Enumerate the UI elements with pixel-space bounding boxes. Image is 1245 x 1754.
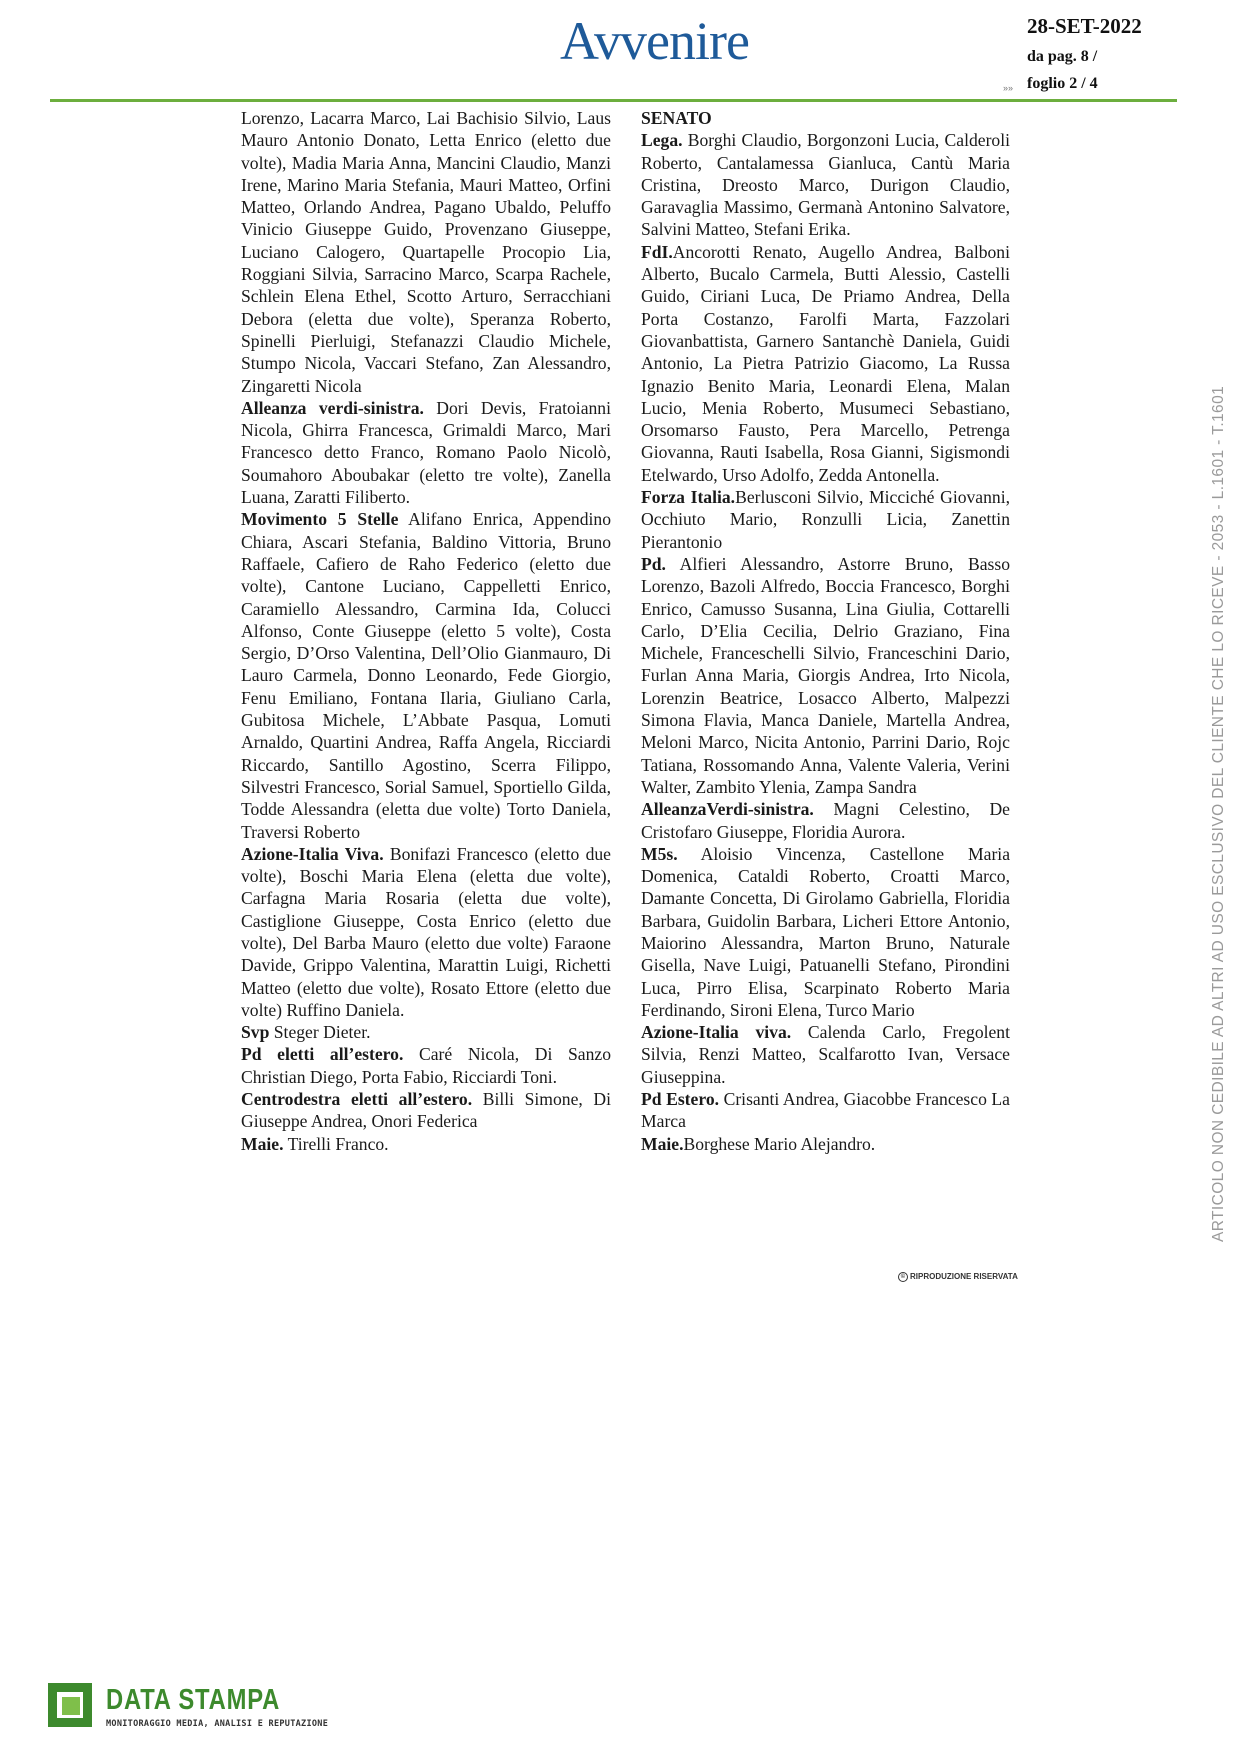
page-reference: da pag. 8 / [1027, 48, 1098, 65]
names-list: Tirelli Franco. [283, 1133, 389, 1154]
names-list: Bonifazi Francesco (eletto due volte), Boschi Maria Elena (eletta due volte), Carfagna Maria Rosaria (eletta due volte), Castiglione Giuseppe, Costa Enrico (eletto due volte), Del Barba Mauro (eletto due volte) Faraone Davide, Grippo Valentina, Marattin Luigi, Richetti Matteo (eletto due volte), Rosato Ettore (eletto due volte) Ruffino Daniela. [241, 843, 611, 1020]
paragraph [241, 508, 611, 842]
paragraph [641, 553, 1010, 798]
names-list: Ancorotti Renato, Augello Andrea, Balboni Alberto, Bucalo Carmela, Butti Alessio, Castelli Guido, Ciriani Luca, De Priamo Andrea, Della Porta Costanzo, Farolfi Marta, Fazzolari Giovanbattista, Garnero Santanchè Daniela, Guidi Antonio, La Pietra Patrizio Giacomo, La Russa Ignazio Benito Maria, Leonardi Elena, Malan Lucio, Menia Roberto, Musumeci Sebastiano, Orsomarso Fausto, Pera Marcello, Petrenga Giovanna, Rauti Isabella, Rosa Gianni, Sigismondi Etelwardo, Urso Adolfo, Zedda Antonella. [641, 241, 1010, 485]
section-title: SENATO [641, 108, 712, 128]
paragraph [641, 798, 1010, 843]
copyright-notice [898, 1272, 1018, 1282]
sheet-marker: »» [1003, 83, 1014, 93]
paragraph [641, 241, 1010, 486]
names-list: Steger Dieter. [269, 1022, 371, 1043]
paragraph [241, 1133, 611, 1155]
party-label: Centrodestra eletti all’estero. [241, 1089, 473, 1110]
party-label: Azione-Italia Viva. [241, 843, 384, 864]
paragraph [641, 1133, 1010, 1155]
paragraph [641, 129, 1010, 240]
paragraph [241, 1021, 611, 1043]
paragraph [241, 1088, 611, 1133]
names-list: Billi Simone, Di Giuseppe Andrea, Onori Federica [241, 1089, 611, 1132]
footer-tagline: MONITORAGGIO MEDIA, ANALISI E REPUTAZIONE [106, 1719, 329, 1729]
copyright-text: RIPRODUZIONE RISERVATA [910, 1272, 1018, 1282]
left-column [241, 107, 611, 1155]
party-label: Lega. [641, 130, 683, 151]
paragraph [641, 486, 1010, 553]
party-label: Forza Italia. [641, 487, 736, 508]
footer-brand: DATA STAMPA [106, 1684, 281, 1716]
party-label: Pd. [641, 553, 666, 574]
header-divider [50, 99, 1177, 102]
usage-disclaimer: ARTICOLO NON CEDIBILE AD ALTRI AD USO ESCLUSIVO DEL CLIENTE CHE LO RICEVE - 2053 - L.1601 - T.1601 [1210, 385, 1227, 1242]
names-list: Borghi Claudio, Borgonzoni Lucia, Calderoli Roberto, Cantalamessa Gianluca, Cantù Maria Cristina, Dreosto Marco, Durigon Claudio, Garavaglia Massimo, Germanà Antonino Salvatore, Salvini Matteo, Stefani Erika. [641, 130, 1010, 240]
paragraph [641, 1088, 1010, 1133]
party-label: Pd eletti all’estero. [241, 1044, 404, 1065]
paragraph [641, 1021, 1010, 1088]
party-label: M5s. [641, 843, 678, 864]
party-label: Azione-Italia viva. [641, 1022, 792, 1043]
names-list: Alfieri Alessandro, Astorre Bruno, Basso Lorenzo, Bazoli Alfredo, Boccia Francesco, Borghi Enrico, Camusso Susanna, Lina Giulia, Cottarelli Carlo, D’Elia Cecilia, Delrio Graziano, Fina Michele, Franceschelli Silvio, Franceschini Dario, Furlan Anna Maria, Giorgis Andrea, Irto Nicola, Lorenzin Beatrice, Losacco Alberto, Malpezzi Simona Flavia, Manca Daniele, Martella Andrea, Meloni Marco, Nicita Antonio, Parrini Dario, Rojc Tatiana, Rossomando Anna, Valente Valeria, Verini Walter, Zambito Ylenia, Zampa Sandra [641, 553, 1010, 797]
names-list: Aloisio Vincenza, Castellone Maria Domenica, Cataldi Roberto, Croatti Marco, Damante Concetta, Di Girolamo Gabriella, Floridia Barbara, Guidolin Barbara, Licheri Ettore Antonio, Maiorino Alessandra, Marton Bruno, Naturale Gisella, Nave Luigi, Patuanelli Stefano, Pirondini Luca, Pirro Elisa, Scarpinato Roberto Maria Ferdinando, Sironi Elena, Turco Mario [641, 843, 1010, 1020]
party-label: Pd Estero. [641, 1089, 720, 1110]
party-label: FdI. [641, 241, 673, 262]
names-list: Borghese Mario Alejandro. [683, 1133, 876, 1154]
names-list: Berlusconi Silvio, Micciché Giovanni, Occhiuto Mario, Ronzulli Licia, Zanettin Pierantonio [641, 487, 1010, 552]
names-list: Calenda Carlo, Fregolent Silvia, Renzi Matteo, Scalfarotto Ivan, Versace Giuseppina. [641, 1022, 1010, 1087]
paragraph [241, 397, 611, 508]
names-list: Lorenzo, Lacarra Marco, Lai Bachisio Silvio, Laus Mauro Antonio Donato, Letta Enrico (eletto due volte), Madia Maria Anna, Mancini Claudio, Manzi Irene, Marino Maria Stefania, Mauri Matteo, Orfini Matteo, Orlando Andrea, Pagano Ubaldo, Peluffo Vinicio Giuseppe Guido, Provenzano Giuseppe, Luciano Calogero, Quartapelle Procopio Lia, Roggiani Silvia, Sarracino Marco, Scarpa Rachele, Schlein Elena Ethel, Scotto Arturo, Serracchiani Debora (eletta due volte), Speranza Roberto, Spinelli Pierluigi, Stefanazzi Claudio Michele, Stumpo Nicola, Vaccari Stefano, Zan Alessandro, Zingaretti Nicola [241, 108, 611, 396]
paragraph [241, 107, 611, 397]
names-list: Caré Nicola, Di Sanzo Christian Diego, Porta Fabio, Ricciardi Toni. [241, 1044, 611, 1087]
party-label: Svp [241, 1022, 270, 1043]
right-column [641, 107, 1010, 1155]
paragraph [241, 1043, 611, 1088]
paragraph [241, 843, 611, 1021]
party-label: Alleanza verdi-sinistra. [241, 397, 424, 418]
newspaper-masthead: Avvenire [560, 11, 749, 71]
article-meta [1027, 14, 1142, 93]
names-list: Dori Devis, Fratoianni Nicola, Ghirra Francesca, Grimaldi Marco, Mari Francesco detto Franco, Romano Paolo Nicolò, Soumahoro Aboubakar (eletto tre volte), Zanella Luana, Zaratti Filiberto. [241, 397, 611, 508]
party-label: Maie. [241, 1133, 284, 1154]
data-stampa-logo-icon [48, 1683, 92, 1727]
paragraph [641, 843, 1010, 1021]
party-label: Movimento 5 Stelle [241, 509, 399, 530]
sheet-number: foglio 2 / 4 [1027, 75, 1098, 92]
copyright-icon: © [898, 1272, 908, 1282]
publication-date: 28-SET-2022 [1027, 14, 1142, 38]
party-label: Maie. [641, 1133, 684, 1154]
names-list: Alifano Enrica, Appendino Chiara, Ascari Stefania, Baldino Vittoria, Bruno Raffaele, Cafiero de Raho Federico (eletto due volte), Cantone Luciano, Cappelletti Enrico, Caramiello Alessandro, Carmina Ida, Colucci Alfonso, Conte Giuseppe (eletto 5 volte), Costa Sergio, D’Orso Valentina, Dell’Olio Gianmauro, Di Lauro Carmela, Donno Leonardo, Fede Giorgio, Fenu Emiliano, Fontana Ilaria, Giuliano Carla, Gubitosa Michele, L’Abbate Pasqua, Lomuti Arnaldo, Quartini Andrea, Raffa Angela, Ricciardi Riccardo, Santillo Agostino, Scerra Filippo, Silvestri Francesco, Sorial Samuel, Sportiello Gilda, Todde Alessandra (eletta due volte) Torto Daniela, Traversi Roberto [241, 509, 611, 842]
party-label: AlleanzaVerdi-sinistra. [641, 799, 814, 820]
names-list: Crisanti Andrea, Giacobbe Francesco La Marca [641, 1089, 1010, 1132]
names-list: Magni Celestino, De Cristofaro Giuseppe, Floridia Aurora. [641, 799, 1010, 842]
